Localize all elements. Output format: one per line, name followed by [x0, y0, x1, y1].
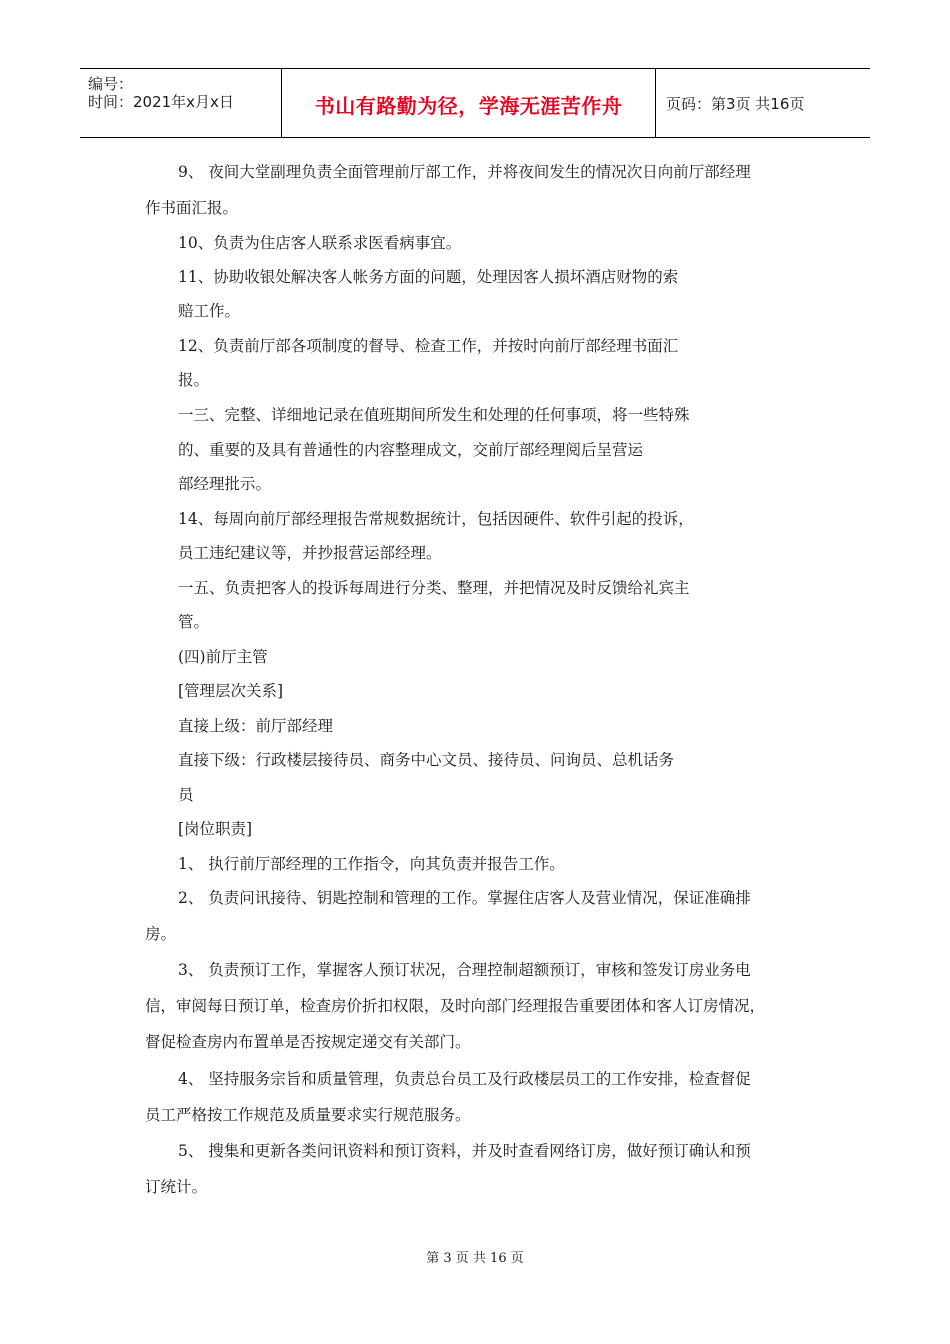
subsection-heading: [岗位职责] [178, 820, 253, 838]
text-line: 报。 [178, 371, 210, 389]
text-line: 14、每周向前厅部经理报告常规数据统计，包括因硬件、软件引起的投诉， [178, 510, 694, 528]
header-page-cell [656, 69, 870, 137]
text-line: 12、负责前厅部各项制度的督导、检查工作，并按时向前厅部经理书面汇 [178, 337, 679, 355]
text-line: 直接下级：行政楼层接待员、商务中心文员、接待员、问询员、总机话务 [178, 751, 675, 769]
text-line: 赔工作。 [178, 302, 241, 320]
text-line: 房。 [145, 925, 177, 943]
text-line: 一五、负责把客人的投诉每周进行分类、整理，并把情况及时反馈给礼宾主 [178, 579, 690, 597]
subsection-heading: [管理层次关系] [178, 682, 284, 700]
text-line: 员工严格按工作规范及质量要求实行规范服务。 [145, 1106, 471, 1124]
text-line: 信，审阅每日预订单，检查房价折扣权限，及时向部门经理报告重要团体和客人订房情况， [145, 997, 766, 1015]
section-heading: (四)前厅主管 [178, 648, 268, 666]
text-line: 11、协助收银处解决客人帐务方面的问题，处理因客人损坏酒店财物的索 [178, 268, 679, 286]
text-line: 9、 夜间大堂副理负责全面管理前厅部工作，并将夜间发生的情况次日向前厅部经理 [178, 163, 751, 181]
text-line: 2、 负责问讯接待、钥匙控制和管理的工作。掌握住店客人及营业情况，保证准确排 [178, 889, 751, 907]
text-line: 督促检查房内布置单是否按规定递交有关部门。 [145, 1033, 471, 1051]
text-line: 员 [178, 786, 194, 804]
text-line: 1、 执行前厅部经理的工作指令，向其负责并报告工作。 [178, 855, 565, 873]
header-motto: 书山有路勤为径，学海无涯苦作舟 [314, 94, 623, 118]
document-time-label: 时间：2021年x月x日 [88, 93, 234, 111]
text-line: 员工违纪建议等，并抄报营运部经理。 [178, 544, 442, 562]
document-code-label: 编号： [88, 75, 134, 93]
text-line: 10、负责为住店客人联系求医看病事宜。 [178, 234, 462, 252]
text-line: 作书面汇报。 [145, 199, 239, 217]
text-line: 4、 坚持服务宗旨和质量管理，负责总台员工及行政楼层员工的工作安排，检查督促 [178, 1070, 751, 1088]
document-header [80, 68, 870, 138]
text-line: 3、 负责预订工作，掌握客人预订状况，合理控制超额预订，审核和签发订房业务电 [178, 961, 751, 979]
text-line: 直接上级：前厅部经理 [178, 717, 334, 735]
header-motto-cell [282, 69, 656, 137]
header-page-label: 页码：第3页 共16页 [666, 95, 805, 113]
text-line: 一三、完整、详细地记录在值班期间所发生和处理的任何事项，将一些特殊 [178, 406, 690, 424]
text-line: 部经理批示。 [178, 475, 272, 493]
header-info-cell [80, 69, 282, 137]
page-footer: 第 3 页 共 16 页 [426, 1251, 524, 1266]
text-line: 5、 搜集和更新各类问讯资料和预订资料，并及时查看网络订房，做好预订确认和预 [178, 1142, 751, 1160]
text-line: 管。 [178, 613, 210, 631]
text-line: 的、重要的及具有普通性的内容整理成文，交前厅部经理阅后呈营运 [178, 441, 644, 459]
text-line: 订统计。 [145, 1178, 208, 1196]
